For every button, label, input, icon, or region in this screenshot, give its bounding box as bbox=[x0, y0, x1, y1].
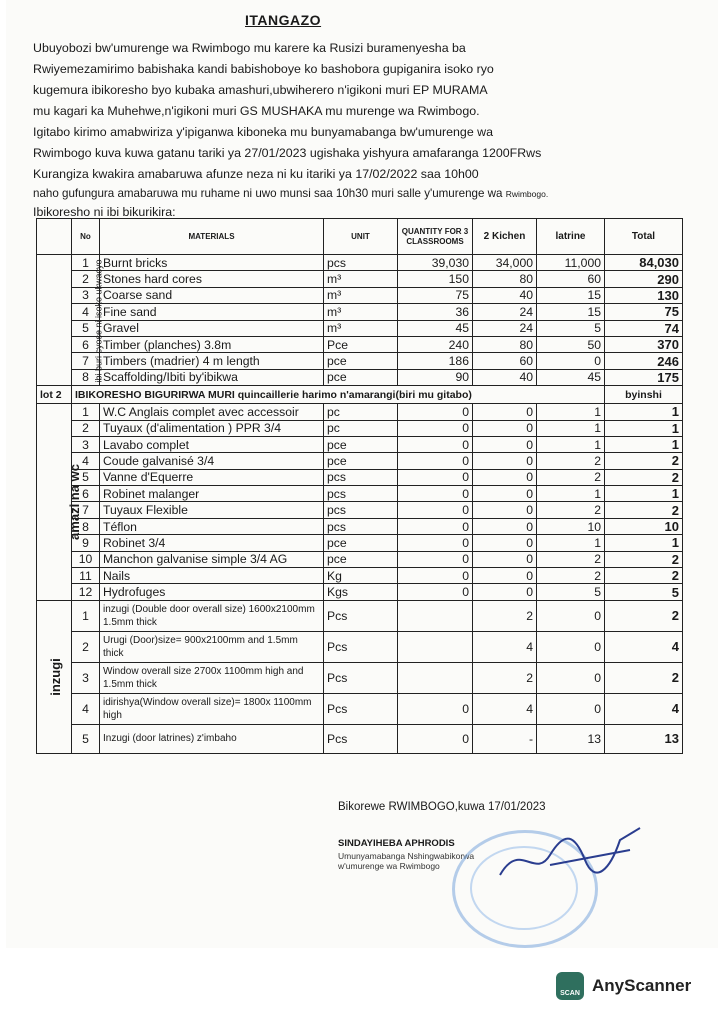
table-row bbox=[37, 369, 683, 385]
table-row bbox=[37, 404, 683, 420]
cell-no: 4 bbox=[72, 693, 100, 724]
cell-total: 75 bbox=[605, 304, 683, 320]
cell-quantity: 90 bbox=[398, 369, 473, 385]
cell-total: 1 bbox=[605, 486, 683, 502]
intro-line: Rwiyemezamirimo babishaka kandi babishoboye ko bashobora gupiganira isoko ryo bbox=[33, 62, 494, 76]
cell-latrine: 0 bbox=[537, 600, 605, 631]
cell-latrine: 15 bbox=[537, 287, 605, 303]
cell-total: 1 bbox=[605, 420, 683, 436]
lot2-total: byinshi bbox=[605, 386, 683, 404]
cell-kitchen: 40 bbox=[473, 369, 537, 385]
cell-total: 2 bbox=[605, 551, 683, 567]
cell-material: Inzugi (door latrines) z'imbaho bbox=[100, 724, 324, 753]
cell-quantity: 0 bbox=[398, 584, 473, 600]
cell-latrine: 2 bbox=[537, 469, 605, 485]
cell-total: 2 bbox=[605, 453, 683, 469]
cell-latrine: 50 bbox=[537, 336, 605, 352]
signer-name: SINDAYIHEBA APHRODIS bbox=[338, 838, 455, 849]
table-row bbox=[37, 287, 683, 303]
cell-kitchen: 24 bbox=[473, 304, 537, 320]
cell-latrine: 0 bbox=[537, 693, 605, 724]
header-latrine: latrine bbox=[537, 219, 605, 255]
cell-unit: pc bbox=[324, 404, 398, 420]
table-row bbox=[37, 502, 683, 518]
cell-no: 8 bbox=[72, 369, 100, 385]
cell-quantity: 240 bbox=[398, 336, 473, 352]
cell-kitchen: 60 bbox=[473, 353, 537, 369]
cell-material: Téflon bbox=[100, 518, 324, 534]
cell-total: 4 bbox=[605, 693, 683, 724]
cell-quantity: 150 bbox=[398, 271, 473, 287]
group-label-text: ibi buri cyose ni isoko ukwacyo bbox=[93, 259, 104, 383]
cell-kitchen: 40 bbox=[473, 287, 537, 303]
table-row bbox=[37, 436, 683, 452]
cell-total: 2 bbox=[605, 568, 683, 584]
cell-kitchen: 2 bbox=[473, 600, 537, 631]
table-row bbox=[37, 584, 683, 600]
group-label bbox=[37, 255, 104, 386]
cell-unit: pcs bbox=[324, 518, 398, 534]
cell-kitchen: 4 bbox=[473, 631, 537, 662]
cell-unit: pc bbox=[324, 420, 398, 436]
cell-kitchen: 0 bbox=[473, 469, 537, 485]
cell-no: 4 bbox=[72, 304, 100, 320]
intro-line: mu kagari ka Muhehwe,n'igikoni muri GS MUSHAKA mu murenge wa Rwimbogo. bbox=[33, 104, 480, 118]
cell-total: 5 bbox=[605, 584, 683, 600]
cell-unit: pce bbox=[324, 369, 398, 385]
cell-total: 2 bbox=[605, 662, 683, 693]
cell-quantity bbox=[398, 600, 473, 631]
cell-latrine: 1 bbox=[537, 436, 605, 452]
cell-latrine: 60 bbox=[537, 271, 605, 287]
header-unit: UNIT bbox=[324, 219, 398, 255]
cell-no: 5 bbox=[72, 469, 100, 485]
cell-unit: m³ bbox=[324, 304, 398, 320]
cell-material: Fine sand bbox=[100, 304, 324, 320]
cell-latrine: 2 bbox=[537, 453, 605, 469]
cell-latrine: 1 bbox=[537, 535, 605, 551]
cell-unit: Pcs bbox=[324, 631, 398, 662]
cell-material: idirishya(Window overall size)= 1800x 1100mm high bbox=[100, 693, 324, 724]
cell-unit: Kg bbox=[324, 568, 398, 584]
cell-material: Scaffolding/Ibiti by'ibikwa bbox=[100, 369, 324, 385]
cell-no: 3 bbox=[72, 287, 100, 303]
cell-kitchen: 0 bbox=[473, 535, 537, 551]
header-materials: MATERIALS bbox=[100, 219, 324, 255]
cell-no: 1 bbox=[72, 600, 100, 631]
cell-unit: pcs bbox=[324, 255, 398, 271]
cell-unit: Pcs bbox=[324, 600, 398, 631]
cell-total: 1 bbox=[605, 404, 683, 420]
lot2-text: IBIKORESHO BIGURIRWA MURI quincaillerie harimo n'amarangi(biri mu gitabo) bbox=[72, 386, 605, 404]
cell-total: 10 bbox=[605, 518, 683, 534]
cell-no: 5 bbox=[72, 724, 100, 753]
cell-no: 8 bbox=[72, 518, 100, 534]
cell-material: Timber (planches) 3.8m bbox=[100, 336, 324, 352]
cell-quantity: 0 bbox=[398, 724, 473, 753]
cell-unit: m³ bbox=[324, 271, 398, 287]
cell-no: 7 bbox=[72, 353, 100, 369]
cell-quantity bbox=[398, 662, 473, 693]
cell-latrine: 11,000 bbox=[537, 255, 605, 271]
cell-material: Robinet malanger bbox=[100, 486, 324, 502]
cell-latrine: 1 bbox=[537, 404, 605, 420]
header-no: No bbox=[72, 219, 100, 255]
cell-quantity: 0 bbox=[398, 568, 473, 584]
intro-line: Ubuyobozi bw'umurenge wa Rwimbogo mu karere ka Rusizi buramenyesha ba bbox=[33, 41, 466, 55]
cell-material: Burnt bricks bbox=[100, 255, 324, 271]
cell-unit: Pcs bbox=[324, 724, 398, 753]
cell-quantity: 0 bbox=[398, 436, 473, 452]
cell-kitchen: 0 bbox=[473, 568, 537, 584]
cell-unit: Pcs bbox=[324, 662, 398, 693]
cell-unit: pce bbox=[324, 453, 398, 469]
cell-latrine: 1 bbox=[537, 486, 605, 502]
table-row bbox=[37, 551, 683, 567]
cell-no: 2 bbox=[72, 420, 100, 436]
cell-unit: Pce bbox=[324, 336, 398, 352]
cell-material: Gravel bbox=[100, 320, 324, 336]
cell-kitchen: - bbox=[473, 724, 537, 753]
header-total: Total bbox=[605, 219, 683, 255]
group-label bbox=[37, 600, 72, 753]
cell-quantity: 0 bbox=[398, 486, 473, 502]
cell-material: Manchon galvanise simple 3/4 AG bbox=[100, 551, 324, 567]
cell-kitchen: 80 bbox=[473, 336, 537, 352]
intro-line: kugemura ibikoresho byo kubaka amashuri,ubwiherero n'igikoni muri EP MURAMA bbox=[33, 83, 488, 97]
cell-total: 4 bbox=[605, 631, 683, 662]
table-row bbox=[37, 662, 683, 693]
cell-material: inzugi (Double door overall size) 1600x2100mm 1.5mm thick bbox=[100, 600, 324, 631]
cell-no: 1 bbox=[72, 255, 100, 271]
table-row bbox=[37, 518, 683, 534]
lot2-row bbox=[37, 386, 683, 404]
cell-no: 7 bbox=[72, 502, 100, 518]
cell-total: 13 bbox=[605, 724, 683, 753]
cell-material: Coude galvanisé 3/4 bbox=[100, 453, 324, 469]
table-row bbox=[37, 469, 683, 485]
cell-quantity: 0 bbox=[398, 693, 473, 724]
cell-material: Stones hard cores bbox=[100, 271, 324, 287]
table-row bbox=[37, 336, 683, 352]
cell-total: 1 bbox=[605, 535, 683, 551]
table-row bbox=[37, 255, 683, 271]
intro-line: Rwimbogo kuva kuwa gatanu tariki ya 27/01/2023 ugishaka yishyura amafaranga 1200FRws bbox=[33, 146, 542, 160]
table-row bbox=[37, 486, 683, 502]
cell-quantity: 0 bbox=[398, 518, 473, 534]
table-row bbox=[37, 631, 683, 662]
cell-no: 10 bbox=[72, 551, 100, 567]
announcement-text bbox=[33, 38, 673, 221]
cell-latrine: 45 bbox=[537, 369, 605, 385]
cell-no: 6 bbox=[72, 486, 100, 502]
cell-latrine: 15 bbox=[537, 304, 605, 320]
cell-kitchen: 0 bbox=[473, 436, 537, 452]
cell-quantity: 0 bbox=[398, 551, 473, 567]
intro-line-small: Rwimbogo. bbox=[505, 189, 549, 199]
cell-latrine: 2 bbox=[537, 551, 605, 567]
table-row bbox=[37, 535, 683, 551]
cell-unit: pce bbox=[324, 535, 398, 551]
cell-quantity: 39,030 bbox=[398, 255, 473, 271]
cell-material: Timbers (madrier) 4 m length bbox=[100, 353, 324, 369]
cell-kitchen: 0 bbox=[473, 453, 537, 469]
cell-latrine: 1 bbox=[537, 420, 605, 436]
cell-total: 130 bbox=[605, 287, 683, 303]
cell-kitchen: 0 bbox=[473, 420, 537, 436]
cell-quantity: 75 bbox=[398, 287, 473, 303]
table-row bbox=[37, 693, 683, 724]
cell-latrine: 5 bbox=[537, 584, 605, 600]
table-row bbox=[37, 724, 683, 753]
cell-material: Coarse sand bbox=[100, 287, 324, 303]
materials-table bbox=[36, 218, 683, 754]
cell-kitchen: 0 bbox=[473, 584, 537, 600]
cell-kitchen: 34,000 bbox=[473, 255, 537, 271]
cell-unit: Pcs bbox=[324, 693, 398, 724]
cell-latrine: 13 bbox=[537, 724, 605, 753]
intro-line: Ibikoresho ni ibi bikurikira: bbox=[33, 205, 176, 219]
cell-latrine: 5 bbox=[537, 320, 605, 336]
table-row bbox=[37, 453, 683, 469]
cell-total: 74 bbox=[605, 320, 683, 336]
cell-total: 290 bbox=[605, 271, 683, 287]
cell-quantity: 0 bbox=[398, 420, 473, 436]
cell-quantity: 45 bbox=[398, 320, 473, 336]
cell-kitchen: 0 bbox=[473, 502, 537, 518]
cell-material: Window overall size 2700x 1100mm high and 1.5mm thick bbox=[100, 662, 324, 693]
cell-no: 4 bbox=[72, 453, 100, 469]
group-label bbox=[37, 404, 82, 601]
signature bbox=[490, 820, 660, 890]
cell-kitchen: 2 bbox=[473, 662, 537, 693]
cell-total: 2 bbox=[605, 469, 683, 485]
cell-quantity: 0 bbox=[398, 453, 473, 469]
cell-unit: m³ bbox=[324, 287, 398, 303]
cell-total: 175 bbox=[605, 369, 683, 385]
cell-unit: m³ bbox=[324, 320, 398, 336]
cell-no: 2 bbox=[72, 271, 100, 287]
table-row bbox=[37, 568, 683, 584]
document-title: ITANGAZO bbox=[245, 12, 322, 28]
cell-material: Tuyaux Flexible bbox=[100, 502, 324, 518]
group-label-text: inzugi bbox=[47, 658, 63, 696]
cell-quantity bbox=[398, 631, 473, 662]
cell-unit: pcs bbox=[324, 486, 398, 502]
cell-latrine: 2 bbox=[537, 502, 605, 518]
intro-line: Igitabo kirimo amabwiriza y'ipiganwa kiboneka mu bunyamabanga bw'umurenge wa bbox=[33, 125, 493, 139]
cell-no: 11 bbox=[72, 568, 100, 584]
table-row bbox=[37, 304, 683, 320]
table-header bbox=[37, 219, 683, 255]
table-row bbox=[37, 420, 683, 436]
cell-unit: pce bbox=[324, 551, 398, 567]
cell-kitchen: 0 bbox=[473, 486, 537, 502]
table-row bbox=[37, 271, 683, 287]
cell-kitchen: 4 bbox=[473, 693, 537, 724]
place-date: Bikorewe RWIMBOGO,kuwa 17/01/2023 bbox=[338, 801, 546, 813]
cell-unit: pce bbox=[324, 353, 398, 369]
cell-total: 84,030 bbox=[605, 255, 683, 271]
cell-material: Lavabo complet bbox=[100, 436, 324, 452]
intro-line-main: naho gufungura amabaruwa mu ruhame ni uwo munsi saa 10h30 muri salle y'umurenge wa bbox=[33, 187, 503, 200]
cell-latrine: 2 bbox=[537, 568, 605, 584]
group-label-text: amazi na wc bbox=[66, 464, 82, 540]
cell-kitchen: 24 bbox=[473, 320, 537, 336]
cell-latrine: 0 bbox=[537, 662, 605, 693]
cell-material: Vanne d'Equerre bbox=[100, 469, 324, 485]
intro-line bbox=[33, 185, 673, 203]
cell-no: 9 bbox=[72, 535, 100, 551]
cell-no: 5 bbox=[72, 320, 100, 336]
intro-line: Kurangiza kwakira amabaruwa afunze neza ni ku itariki ya 17/02/2022 saa 10h00 bbox=[33, 167, 479, 181]
cell-material: Urugi (Door)size= 900x2100mm and 1.5mm thick bbox=[100, 631, 324, 662]
table-row bbox=[37, 600, 683, 631]
cell-latrine: 0 bbox=[537, 353, 605, 369]
scanner-logo-icon: SCAN bbox=[556, 972, 584, 1000]
cell-quantity: 0 bbox=[398, 404, 473, 420]
cell-quantity: 0 bbox=[398, 469, 473, 485]
cell-kitchen: 80 bbox=[473, 271, 537, 287]
cell-total: 1 bbox=[605, 436, 683, 452]
cell-material: Robinet 3/4 bbox=[100, 535, 324, 551]
cell-kitchen: 0 bbox=[473, 551, 537, 567]
cell-kitchen: 0 bbox=[473, 518, 537, 534]
header-quantity: QUANTITY FOR 3 CLASSROOMS bbox=[398, 219, 473, 255]
cell-total: 246 bbox=[605, 353, 683, 369]
cell-unit: Kgs bbox=[324, 584, 398, 600]
cell-total: 2 bbox=[605, 502, 683, 518]
cell-unit: pcs bbox=[324, 502, 398, 518]
cell-latrine: 0 bbox=[537, 631, 605, 662]
table-row bbox=[37, 353, 683, 369]
cell-quantity: 36 bbox=[398, 304, 473, 320]
cell-total: 2 bbox=[605, 600, 683, 631]
cell-latrine: 10 bbox=[537, 518, 605, 534]
scanner-watermark: AnyScanner bbox=[592, 976, 692, 995]
header-blank bbox=[37, 219, 72, 255]
cell-quantity: 0 bbox=[398, 535, 473, 551]
lot2-label: lot 2 bbox=[37, 386, 72, 404]
cell-material: Hydrofuges bbox=[100, 584, 324, 600]
signer-role: Umunyamabanga Nshingwabikorwa w'umurenge wa Rwimbogo bbox=[338, 851, 475, 871]
cell-no: 6 bbox=[72, 336, 100, 352]
cell-kitchen: 0 bbox=[473, 404, 537, 420]
cell-total: 370 bbox=[605, 336, 683, 352]
cell-no: 12 bbox=[72, 584, 100, 600]
cell-no: 3 bbox=[72, 436, 100, 452]
cell-quantity: 186 bbox=[398, 353, 473, 369]
cell-no: 3 bbox=[72, 662, 100, 693]
cell-unit: pcs bbox=[324, 469, 398, 485]
cell-no: 2 bbox=[72, 631, 100, 662]
table-row bbox=[37, 320, 683, 336]
header-kitchen: 2 Kichen bbox=[473, 219, 537, 255]
cell-no: 1 bbox=[72, 404, 100, 420]
cell-material: Nails bbox=[100, 568, 324, 584]
cell-unit: pce bbox=[324, 436, 398, 452]
cell-material: Tuyaux (d'alimentation ) PPR 3/4 bbox=[100, 420, 324, 436]
cell-material: W.C Anglais complet avec accessoir bbox=[100, 404, 324, 420]
cell-quantity: 0 bbox=[398, 502, 473, 518]
